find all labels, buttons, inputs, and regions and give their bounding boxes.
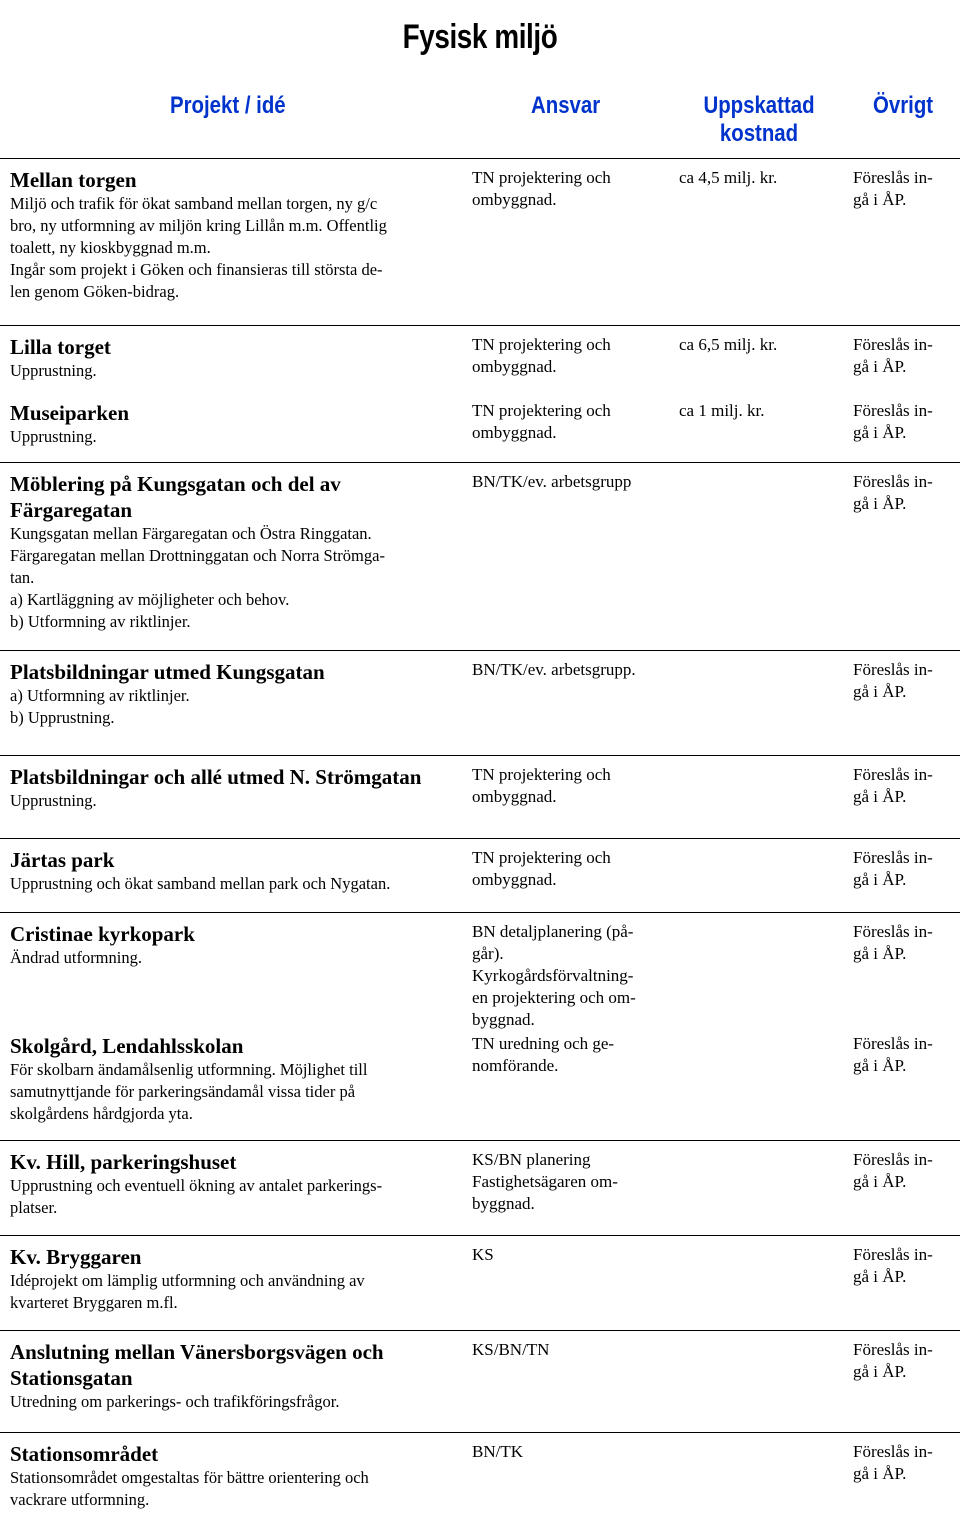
responsible-cell: TN projektering och ombyggnad. xyxy=(472,168,611,209)
project-title: Cristinae kyrkopark xyxy=(10,922,195,946)
project-cell xyxy=(10,847,458,895)
project-title: Lilla torget xyxy=(10,335,111,359)
responsible-cell: KS/BN/TN xyxy=(472,1340,550,1359)
project-description: Upprustning. xyxy=(10,791,97,810)
project-title: Anslutning mellan Vänersborgsvägen och Stationsgatan xyxy=(10,1340,384,1390)
project-cell xyxy=(10,659,458,729)
project-title: Kv. Hill, parkeringshuset xyxy=(10,1150,237,1174)
other-cell: Föreslås in- gå i ÅP. xyxy=(853,848,933,889)
header-cost: Uppskattad kostnad xyxy=(703,92,815,147)
project-title: Stationsområdet xyxy=(10,1442,159,1466)
table-row xyxy=(0,1432,960,1509)
project-cell xyxy=(10,471,458,633)
table-row xyxy=(0,462,960,631)
cost-cell: ca 4,5 milj. kr. xyxy=(679,168,778,187)
project-title: Skolgård, Lendahlsskolan xyxy=(10,1034,244,1058)
project-cell xyxy=(10,1033,458,1125)
table-row xyxy=(0,1140,960,1217)
project-title: Mellan torgen xyxy=(10,168,137,192)
responsible-cell: TN uredning och ge- nomförande. xyxy=(472,1034,615,1075)
header-responsible: Ansvar xyxy=(531,92,601,119)
table-row xyxy=(0,650,960,727)
table-row xyxy=(0,755,960,810)
table-row xyxy=(0,325,960,380)
project-cell xyxy=(10,1149,458,1219)
responsible-cell: TN projektering och ombyggnad. xyxy=(472,335,611,376)
other-cell: Föreslås in- gå i ÅP. xyxy=(853,335,933,376)
table-row xyxy=(0,158,960,301)
project-title: Platsbildningar och allé utmed N. Strömgatan xyxy=(10,765,422,789)
responsible-cell: BN/TK/ev. arbetsgrupp xyxy=(472,472,632,491)
other-cell: Föreslås in- gå i ÅP. xyxy=(853,168,933,209)
other-cell: Föreslås in- gå i ÅP. xyxy=(853,660,933,701)
other-cell: Föreslås in- gå i ÅP. xyxy=(853,1034,933,1075)
project-description: Utredning om parkerings- och trafikföringsfrågor. xyxy=(10,1392,340,1411)
project-title: Kv. Bryggaren xyxy=(10,1245,142,1269)
table-row xyxy=(0,1235,960,1312)
project-description: Idéprojekt om lämplig utformning och användning av kvarteret Bryggaren m.fl. xyxy=(10,1271,365,1312)
responsible-cell: TN projektering och ombyggnad. xyxy=(472,848,611,889)
other-cell: Föreslås in- gå i ÅP. xyxy=(853,1442,933,1483)
project-title: Möblering på Kungsgatan och del av Färgaregatan xyxy=(10,472,341,522)
project-cell xyxy=(10,1339,458,1413)
responsible-cell: KS xyxy=(472,1245,494,1264)
responsible-cell: BN/TK xyxy=(472,1442,523,1461)
header-project: Projekt / idé xyxy=(170,92,286,119)
responsible-cell: KS/BN planering Fastighetsägaren om- byggnad. xyxy=(472,1150,618,1213)
project-description: Upprustning. xyxy=(10,427,97,446)
project-description: a) Utformning av riktlinjer. b) Upprustning. xyxy=(10,686,190,727)
header-other: Övrigt xyxy=(873,92,934,119)
project-cell xyxy=(10,400,458,448)
responsible-cell: TN projektering och ombyggnad. xyxy=(472,401,611,442)
responsible-cell: TN projektering och ombyggnad. xyxy=(472,765,611,806)
project-description: Upprustning och eventuell ökning av antalet parkerings- platser. xyxy=(10,1176,383,1217)
table-row xyxy=(0,1330,960,1411)
cost-cell: ca 1 milj. kr. xyxy=(679,401,765,420)
other-cell: Föreslås in- gå i ÅP. xyxy=(853,401,933,442)
page-title: Fysisk miljö xyxy=(402,18,558,56)
other-cell: Föreslås in- gå i ÅP. xyxy=(853,1245,933,1286)
other-cell: Föreslås in- gå i ÅP. xyxy=(853,1150,933,1191)
project-cell xyxy=(10,764,458,812)
responsible-cell: BN detaljplanering (på- går). Kyrkogårdsförvaltning- en projektering och om- byggnad. xyxy=(472,922,636,1029)
project-description: Kungsgatan mellan Färgaregatan och Östra Ringgatan. Färgaregatan mellan Drottninggatan och Norra Strömga- tan. a) Kartläggning av möjligheter och behov. b) Utformning av riktlinjer. xyxy=(10,524,385,631)
project-cell xyxy=(10,921,458,969)
project-title: Museiparken xyxy=(10,401,130,425)
project-description: Ändrad utformning. xyxy=(10,948,142,967)
cost-cell: ca 6,5 milj. kr. xyxy=(679,335,778,354)
project-title: Platsbildningar utmed Kungsgatan xyxy=(10,660,325,684)
other-cell: Föreslås in- gå i ÅP. xyxy=(853,1340,933,1381)
table-row xyxy=(0,912,960,1029)
other-cell: Föreslås in- gå i ÅP. xyxy=(853,472,933,513)
other-cell: Föreslås in- gå i ÅP. xyxy=(853,922,933,963)
project-cell xyxy=(10,334,458,382)
project-cell xyxy=(10,167,458,303)
project-description: Upprustning. xyxy=(10,361,97,380)
other-cell: Föreslås in- gå i ÅP. xyxy=(853,765,933,806)
project-title: Järtas park xyxy=(10,848,115,872)
table-row xyxy=(0,838,960,893)
responsible-cell: BN/TK/ev. arbetsgrupp. xyxy=(472,660,636,679)
project-cell xyxy=(10,1441,458,1511)
project-cell xyxy=(10,1244,458,1314)
project-description: Miljö och trafik för ökat samband mellan torgen, ny g/c bro, ny utformning av miljön kring Lillån m.m. Offentlig toalett, ny kioskbyggnad m.m. Ingår som projekt i Göken och finansieras till största de- len genom Göken-bidrag. xyxy=(10,194,387,301)
project-description: Upprustning och ökat samband mellan park och Nygatan. xyxy=(10,874,391,893)
project-description: För skolbarn ändamålsenlig utformning. Möjlighet till samutnyttjande för parkeringsändamål vissa tider på skolgårdens hårdgjorda yta. xyxy=(10,1060,368,1123)
project-description: Stationsområdet omgestaltas för bättre orientering och vackrare utformning. xyxy=(10,1468,369,1509)
